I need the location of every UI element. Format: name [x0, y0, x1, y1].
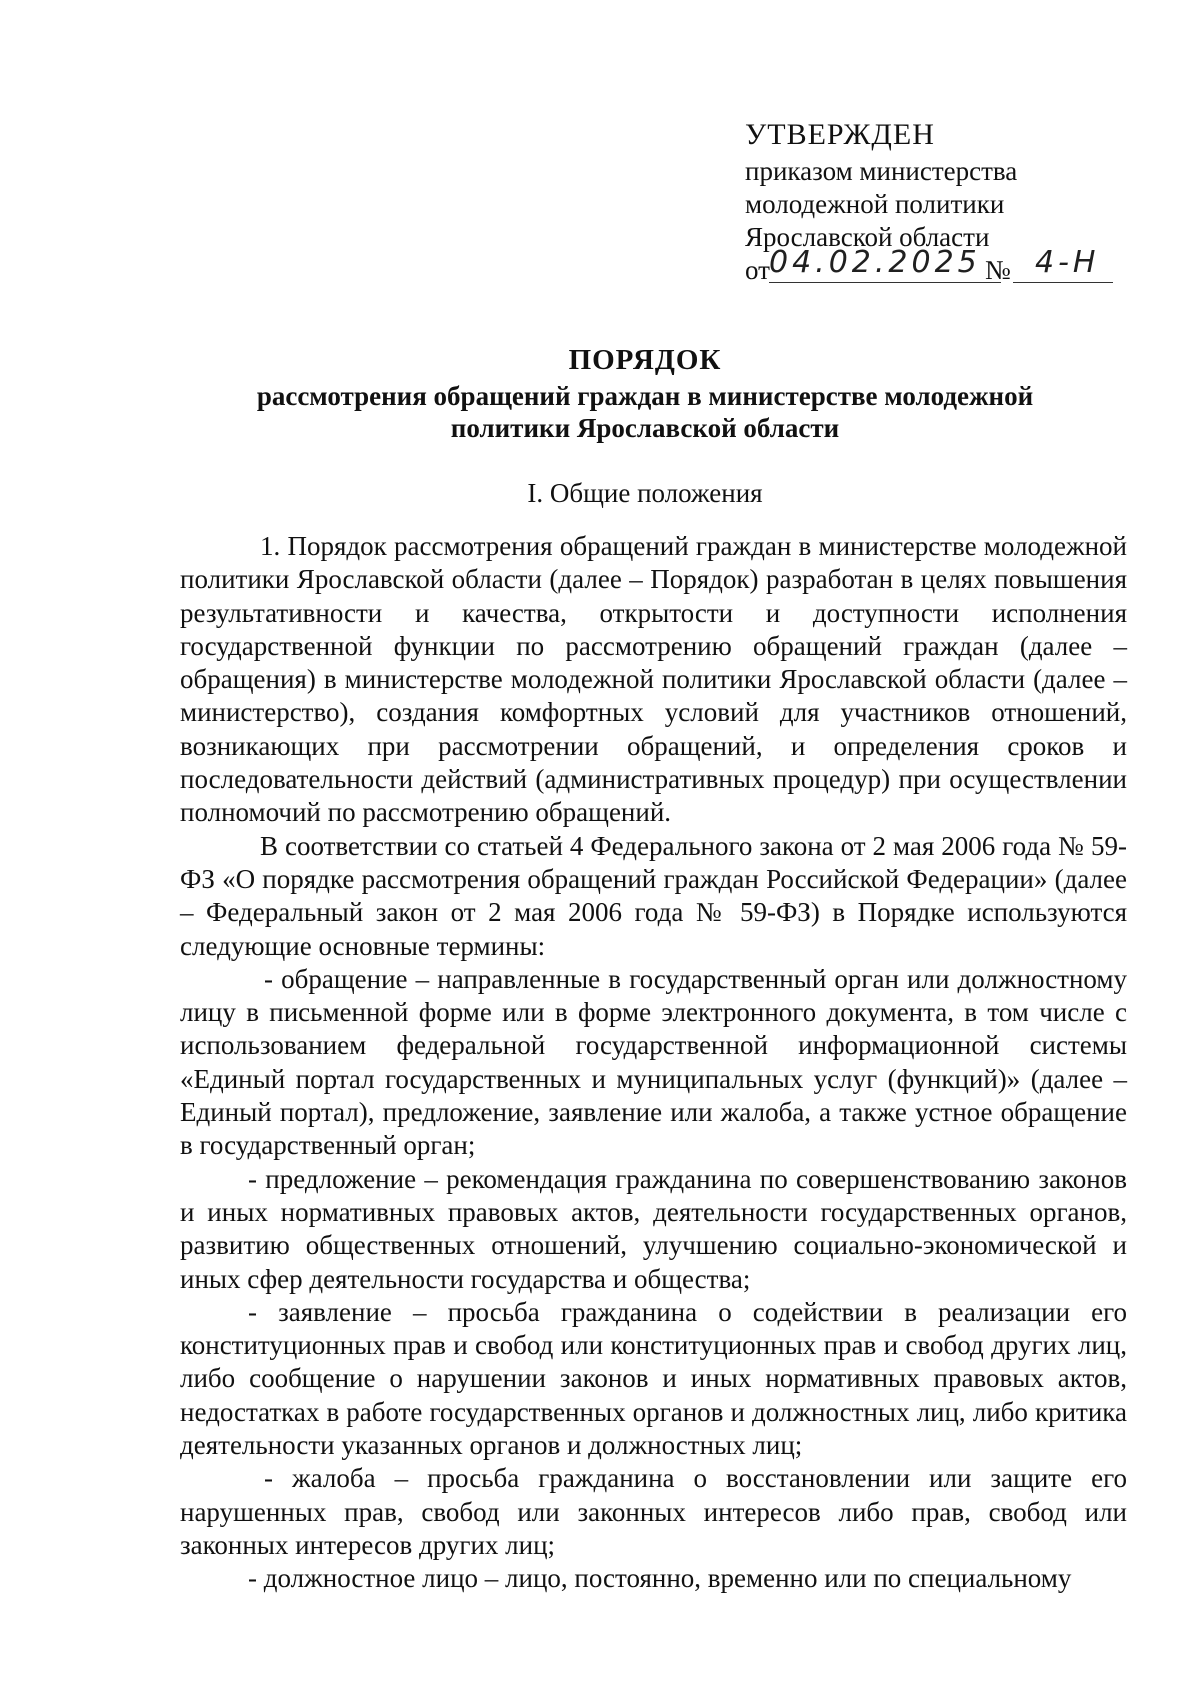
number-sign: №	[985, 255, 1011, 285]
approval-line-2: молодежной политики	[745, 189, 1005, 219]
paragraph-1: 1. Порядок рассмотрения обращений граждан в министерстве молодежной политики Ярославской области (далее – Порядок) разработан в целях повышения результативности и качества, открытости и доступности исполнения государственной функции по рассмотрению обращений граждан (далее – обращения) в министерстве молодежной политики Ярославской области (далее – министерство), создания комфортных условий для участников отношений, возникающих при рассмотрении обращений, и определения сроков и последовательности действий (административных процедур) при осуществлении полномочий по рассмотрению обращений.	[180, 531, 1127, 828]
document-title	[200, 340, 1090, 444]
approval-heading: УТВЕРЖДЕН	[745, 118, 935, 151]
approval-block	[745, 118, 1100, 294]
approval-line-1: приказом министерства	[745, 156, 1018, 186]
title-subtitle-line-1: рассмотрения обращений граждан в министерстве молодежной	[256, 381, 1034, 411]
section-heading: I. Общие положения	[527, 478, 763, 508]
document-body	[180, 530, 1127, 1596]
title-main: ПОРЯДОК	[568, 344, 722, 376]
date-underline	[769, 282, 1001, 283]
from-label: от	[745, 255, 770, 285]
approval-line-3: Ярославской области	[745, 222, 990, 252]
handwritten-date: 04.02.2025	[769, 245, 981, 280]
paragraph-2: В соответствии со статьей 4 Федерального закона от 2 мая 2006 года № 59-ФЗ «О порядке рассмотрения обращений граждан Российской Федерации» (далее – Федеральный закон от 2 мая 2006 года № 59-ФЗ) в Порядке используются следующие основные термины:	[180, 830, 1127, 961]
approval-date-line	[745, 245, 1100, 294]
title-subtitle-line-2: политики Ярославской области	[450, 413, 840, 443]
number-underline	[1013, 282, 1113, 283]
definition-appeal: - обращение – направленные в государственный орган или должностному лицу в письменной форме или в форме электронного документа, в том числе с использованием федеральной государственной информационной системы «Единый портал государственных и муниципальных услуг (функций)» (далее – Единый портал), предложение, заявление или жалоба, а также устное обращение в государственный орган;	[180, 963, 1127, 1161]
definition-official: - должностное лицо – лицо, постоянно, временно или по специальному	[248, 1563, 1072, 1594]
definition-complaint: - жалоба – просьба гражданина о восстановлении или защите его нарушенных прав, свобод или законных интересов либо прав, свобод или законных интересов других лиц;	[180, 1463, 1127, 1560]
handwritten-number: 4-Н	[1035, 245, 1100, 280]
definition-statement: - заявление – просьба гражданина о содействии в реализации его конституционных прав и свобод или конституционных прав и свобод других лиц, либо сообщение о нарушении законов и иных нормативных правовых актов, недостатках в работе государственных органов и должностных лиц, либо критика деятельности указанных органов и должностных лиц;	[180, 1296, 1127, 1461]
definition-proposal: - предложение – рекомендация гражданина по совершенствованию законов и иных нормативных правовых актов, деятельности государственных органов, развитию общественных отношений, улучшению социально-экономической и иных сфер деятельности государства и общества;	[180, 1163, 1127, 1294]
